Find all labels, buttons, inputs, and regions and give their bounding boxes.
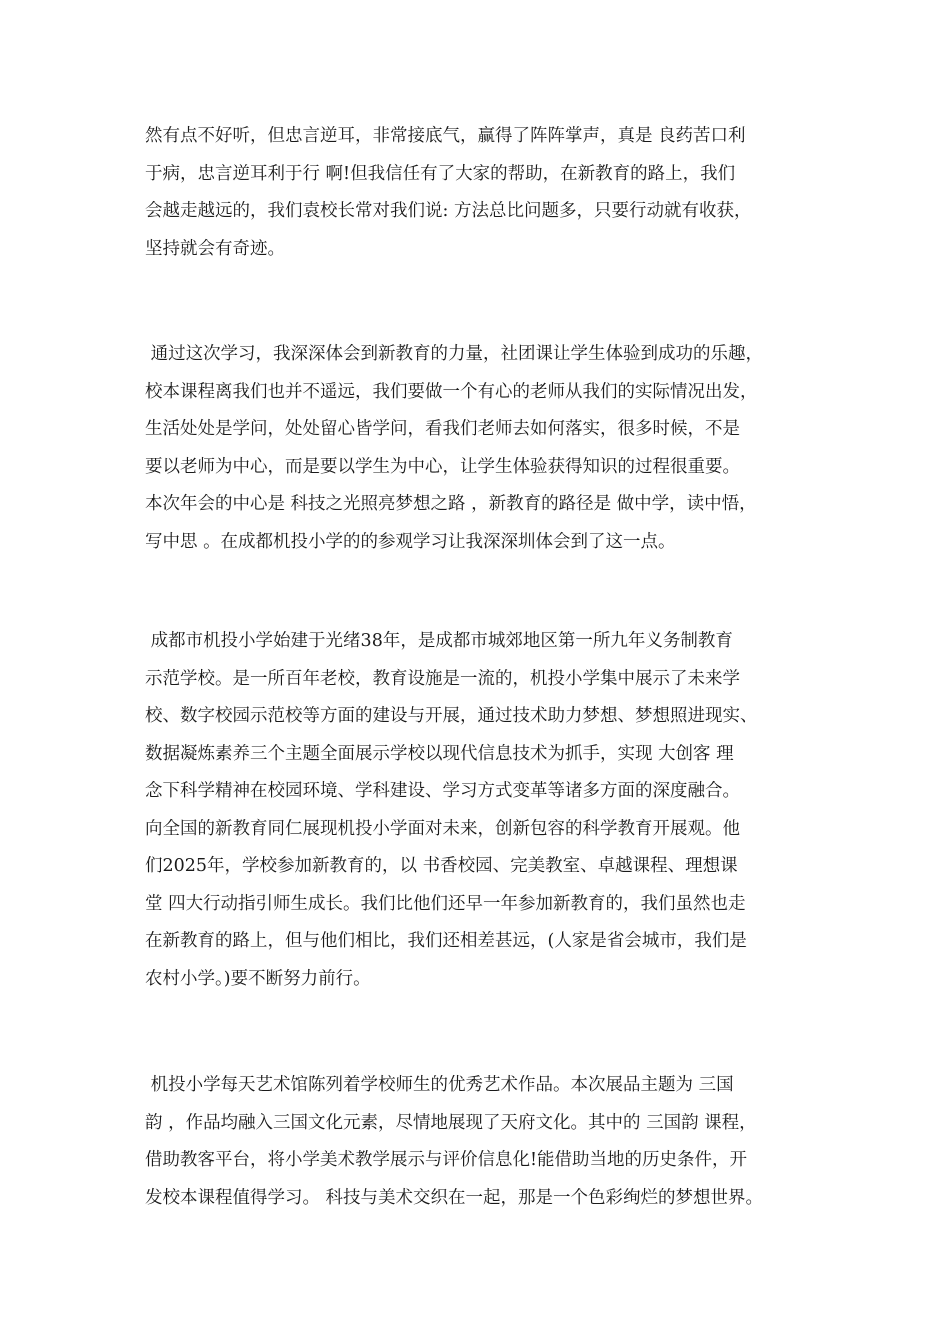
paragraph-line: 韵 ，作品均融入三国文化元素，尽情地展现了天府文化。其中的 三国韵 课程， bbox=[145, 1112, 757, 1133]
paragraph-line: 数据凝炼素养三个主题全面展示学校以现代信息技术为抓手，实现 大创客 理 bbox=[145, 743, 734, 764]
paragraph-4 bbox=[145, 1067, 835, 1217]
paragraph-line: 在新教育的路上，但与他们相比，我们还相差甚远，(人家是省会城市，我们是 bbox=[145, 931, 747, 951]
paragraph-line: 校本课程离我们也并不遥远，我们要做一个有心的老师从我们的实际情况出发， bbox=[145, 381, 758, 402]
paragraph-line: 要以老师为中心，而是要以学生为中心，让学生体验获得知识的过程很重要。 bbox=[145, 456, 740, 477]
paragraph-line: 农村小学。)要不断努力前行。 bbox=[145, 968, 371, 989]
paragraph-line: 会越走越远的，我们袁校长常对我们说: 方法总比问题多，只要行动就有收获， bbox=[145, 201, 752, 221]
paragraph-line: 生活处处是学问，处处留心皆学问，看我们老师去如何落实，很多时候，不是 bbox=[145, 419, 740, 439]
paragraph-3 bbox=[145, 623, 835, 998]
paragraph-line: 发校本课程值得学习。 科技与美术交织在一起，那是一个色彩绚烂的梦想世界。 bbox=[145, 1187, 764, 1208]
paragraph-line: 们2025年，学校参加新教育的，以 书香校园、完美教室、卓越课程、理想课 bbox=[145, 856, 738, 876]
paragraph-line: 校、数字校园示范校等方面的建设与开展，通过技术助力梦想、梦想照进现实、 bbox=[145, 706, 758, 726]
paragraph-line: 念下科学精神在校园环境、学科建设、学习方式变革等诸多方面的深度融合。 bbox=[145, 781, 740, 801]
paragraph-line: 堂 四大行动指引师生成长。我们比他们还早一年参加新教育的，我们虽然也走 bbox=[145, 893, 746, 914]
paragraph-2 bbox=[145, 336, 835, 561]
paragraph-line: 机投小学每天艺术馆陈列着学校师生的优秀艺术作品。本次展品主题为 三国 bbox=[145, 1075, 734, 1095]
paragraph-line: 通过这次学习，我深深体会到新教育的力量，社团课让学生体验到成功的乐趣， bbox=[145, 344, 764, 364]
paragraph-line: 然有点不好听，但忠言逆耳，非常接底气，赢得了阵阵掌声，真是 良药苦口利 bbox=[145, 126, 746, 146]
paragraph-1 bbox=[145, 118, 835, 268]
paragraph-line: 成都市机投小学始建于光绪38年，是成都市城郊地区第一所九年义务制教育 bbox=[145, 631, 733, 651]
paragraph-line: 向全国的新教育同仁展现机投小学面对未来，创新包容的科学教育开展观。他 bbox=[145, 818, 740, 839]
paragraph-line: 写中思 。在成都机投小学的的参观学习让我深深圳体会到了这一点。 bbox=[145, 531, 676, 552]
paragraph-line: 借助教客平台，将小学美术教学展示与评价信息化!能借助当地的历史条件，开 bbox=[145, 1150, 748, 1170]
paragraph-line: 于病，忠言逆耳利于行 啊!但我信任有了大家的帮助，在新教育的路上，我们 bbox=[145, 163, 736, 184]
paragraph-line: 示范学校。是一所百年老校，教育设施是一流的，机投小学集中展示了未来学 bbox=[145, 668, 740, 689]
paragraph-line: 坚持就会有奇迹。 bbox=[145, 238, 285, 259]
paragraph-line: 本次年会的中心是 科技之光照亮梦想之路 ，新教育的路径是 做中学，读中悟， bbox=[145, 494, 757, 514]
